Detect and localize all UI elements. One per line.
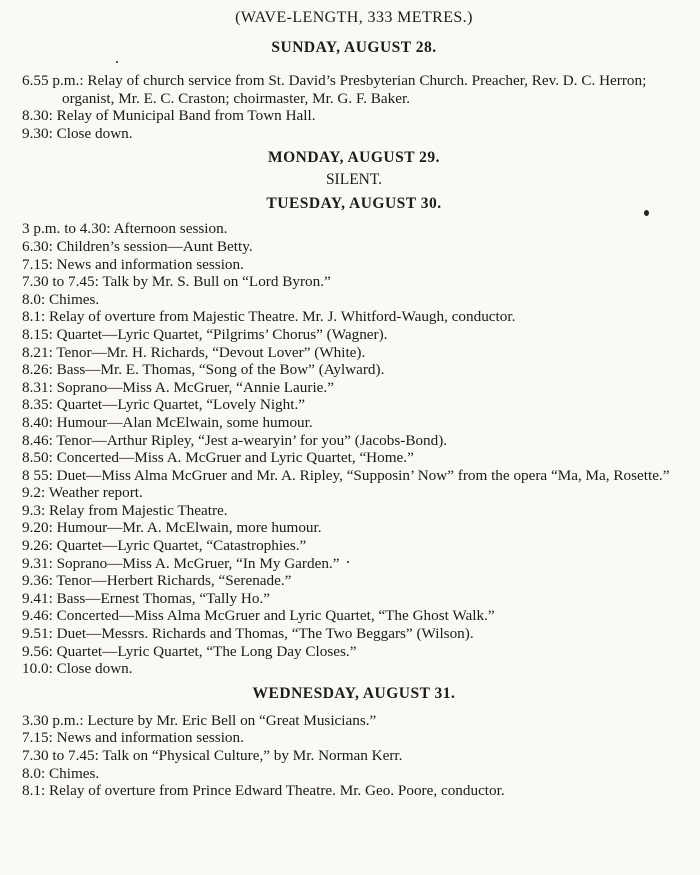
- entry-text: Soprano—Miss A. McGruer, “In My Garden.”: [56, 554, 340, 572]
- programme-days: [22, 36, 686, 800]
- programme-entry: [22, 326, 686, 344]
- programme-entry: [22, 238, 686, 256]
- programme-entry: [22, 572, 686, 590]
- entry-text: Humour—Mr. A. McElwain, more humour.: [56, 519, 322, 537]
- entry-text: Duet—Messrs. Richards and Thomas, “The Two Beggars” (Wilson).: [56, 625, 474, 643]
- wavelength-banner: (WAVE-LENGTH, 333 METRES.): [235, 9, 473, 26]
- entry-text: Tenor—Mr. H. Richards, “Devout Lover” (White).: [56, 343, 366, 361]
- entry-time: 9.46:: [22, 607, 53, 625]
- programme-entry: [22, 643, 686, 661]
- ink-speck: [347, 561, 349, 563]
- entry-time: 8.0:: [22, 290, 46, 308]
- programme-entry: [22, 590, 686, 608]
- programme-entry: [22, 449, 686, 467]
- programme-entry: [22, 607, 686, 625]
- programme-entry: [22, 625, 686, 643]
- entry-text: Quartet—Lyric Quartet, “The Long Day Closes.”: [56, 642, 357, 660]
- entry-time: 8.1:: [22, 308, 46, 326]
- entry-text: Relay of Municipal Band from Town Hall.: [56, 107, 316, 125]
- entry-time: 9.3:: [22, 501, 46, 519]
- entry-time: 3.30 p.m.:: [22, 711, 84, 729]
- programme-entry: [22, 273, 686, 291]
- programme-entry: [22, 660, 686, 678]
- entry-text: Talk on “Physical Culture,” by Mr. Norman Kerr.: [102, 747, 403, 764]
- entry-time: 6.55 p.m.:: [22, 72, 84, 89]
- programme-entry: [22, 712, 686, 730]
- entry-time: 9.56:: [22, 642, 53, 660]
- entry-time: 10.0:: [22, 660, 53, 678]
- programme-entry: [22, 291, 686, 309]
- entry-text: Children’s session—Aunt Betty.: [56, 237, 253, 255]
- entry-time: 7.30 to 7.45:: [22, 273, 99, 291]
- programme-entry: [22, 107, 686, 125]
- entry-time: 9.41:: [22, 589, 53, 607]
- entry-text: Chimes.: [49, 764, 100, 782]
- ink-speck: [116, 61, 118, 63]
- entry-text: Relay from Majestic Theatre.: [49, 501, 228, 519]
- programme-entry: [22, 256, 686, 274]
- day-heading: TUESDAY, AUGUST 30.: [266, 195, 442, 213]
- entry-time: 8.30:: [22, 107, 53, 125]
- entry-time: 7.30 to 7.45:: [22, 747, 99, 764]
- entry-time: 6.30:: [22, 237, 53, 255]
- programme-entry: [22, 220, 686, 238]
- entry-text: Tenor—Herbert Richards, “Serenade.”: [56, 572, 292, 590]
- programme-entry: [22, 379, 686, 397]
- entry-text: Concerted—Miss A. McGruer and Lyric Quartet, “Home.”: [56, 449, 414, 467]
- entry-text: Quartet—Lyric Quartet, “Pilgrims’ Chorus” (Wagner).: [56, 325, 388, 343]
- ink-speck: [644, 210, 649, 216]
- entry-time: 7.15:: [22, 255, 53, 273]
- entry-text: Humour—Alan McElwain, some humour.: [56, 413, 313, 431]
- programme-entry: [22, 502, 686, 520]
- programme-entry: [22, 432, 686, 450]
- entry-text: Close down.: [56, 124, 133, 142]
- entry-time: 8.26:: [22, 361, 53, 379]
- entry-text: Talk by Mr. S. Bull on “Lord Byron.”: [102, 273, 331, 291]
- programme-entry: [22, 414, 686, 432]
- entry-time: 9.36:: [22, 572, 53, 590]
- entry-time: 9.20:: [22, 519, 53, 537]
- day-section: [22, 146, 686, 190]
- programme-entry: [22, 467, 686, 485]
- entry-time: 9.51:: [22, 625, 53, 643]
- day-section: [22, 192, 686, 677]
- programme-entry: [22, 125, 686, 143]
- programme-entry: [22, 537, 686, 555]
- programme-list: [22, 72, 686, 142]
- programme-entry: [22, 729, 686, 747]
- programme-entry: [22, 519, 686, 537]
- entry-text: Concerted—Miss Alma McGruer and Lyric Quartet, “The Ghost Walk.”: [56, 607, 495, 625]
- programme-entry: [22, 555, 686, 573]
- entry-time: 8 55:: [22, 466, 53, 484]
- entry-time: 8.35:: [22, 396, 53, 414]
- entry-time: 7.15:: [22, 729, 53, 747]
- programme-entry: [22, 308, 686, 326]
- entry-time: 8.0:: [22, 764, 46, 782]
- programme-entry: [22, 72, 686, 107]
- entry-time: 8.40:: [22, 413, 53, 431]
- entry-text: Bass—Mr. E. Thomas, “Song of the Bow” (Aylward).: [56, 361, 385, 379]
- entry-text: Weather report.: [48, 484, 143, 502]
- programme-entry: [22, 747, 686, 765]
- programme-entry: [22, 344, 686, 362]
- entry-text: Tenor—Arthur Ripley, “Jest a-wearyin’ for you” (Jacobs-Bond).: [56, 431, 448, 449]
- day-heading: MONDAY, AUGUST 29.: [267, 149, 441, 167]
- day-note: SILENT.: [325, 171, 383, 189]
- entry-text: Bass—Ernest Thomas, “Tally Ho.”: [56, 589, 270, 607]
- entry-time: 8.15:: [22, 325, 53, 343]
- entry-text: Quartet—Lyric Quartet, “Catastrophies.”: [56, 537, 307, 555]
- day-heading: WEDNESDAY, AUGUST 31.: [252, 684, 456, 702]
- entry-time: 8.21:: [22, 343, 53, 361]
- programme-list: [22, 712, 686, 800]
- entry-text: Relay of overture from Majestic Theatre. Mr. J. Whitford-Waugh, conductor.: [49, 308, 516, 326]
- entry-text: Relay of overture from Prince Edward Theatre. Mr. Geo. Poore, conductor.: [49, 782, 505, 800]
- entry-text: Close down.: [56, 660, 133, 678]
- programme-entry: [22, 765, 686, 783]
- entry-text: Duet—Miss Alma McGruer and Mr. A. Ripley, “Supposin’ Now” from the opera “Ma, Ma, Rosette.”: [56, 466, 670, 484]
- day-section: [22, 682, 686, 800]
- entry-text: Afternoon session.: [113, 220, 228, 238]
- day-heading: SUNDAY, AUGUST 28.: [271, 39, 437, 56]
- entry-time: 8.1:: [22, 782, 46, 800]
- entry-text: Quartet—Lyric Quartet, “Lovely Night.”: [56, 396, 306, 414]
- entry-time: 9.2:: [22, 484, 46, 502]
- entry-text: Soprano—Miss A. McGruer, “Annie Laurie.”: [56, 378, 334, 396]
- programme-entry: [22, 484, 686, 502]
- entry-text: News and information session.: [56, 729, 244, 747]
- entry-time: 8.50:: [22, 449, 53, 467]
- entry-time: 8.46:: [22, 431, 53, 449]
- programme-entry: [22, 782, 686, 800]
- programme-list: [22, 220, 686, 677]
- programme-entry: [22, 396, 686, 414]
- programme-entry: [22, 361, 686, 379]
- entry-time: 9.30:: [22, 124, 53, 142]
- entry-text: Lecture by Mr. Eric Bell on “Great Musicians.”: [87, 711, 377, 729]
- entry-text: Relay of church service from St. David’s Presbyterian Church. Preacher, Rev. D. C. Herron; organist, Mr. E. C. Craston; choirmaster, Mr. G. F. Baker.: [62, 72, 647, 107]
- entry-text: News and information session.: [56, 255, 244, 273]
- entry-text: Chimes.: [49, 290, 100, 308]
- day-section: [22, 36, 686, 142]
- entry-time: 9.31:: [22, 554, 53, 572]
- entry-time: 8.31:: [22, 378, 53, 396]
- entry-time: 3 p.m. to 4.30:: [22, 220, 111, 238]
- entry-time: 9.26:: [22, 537, 53, 555]
